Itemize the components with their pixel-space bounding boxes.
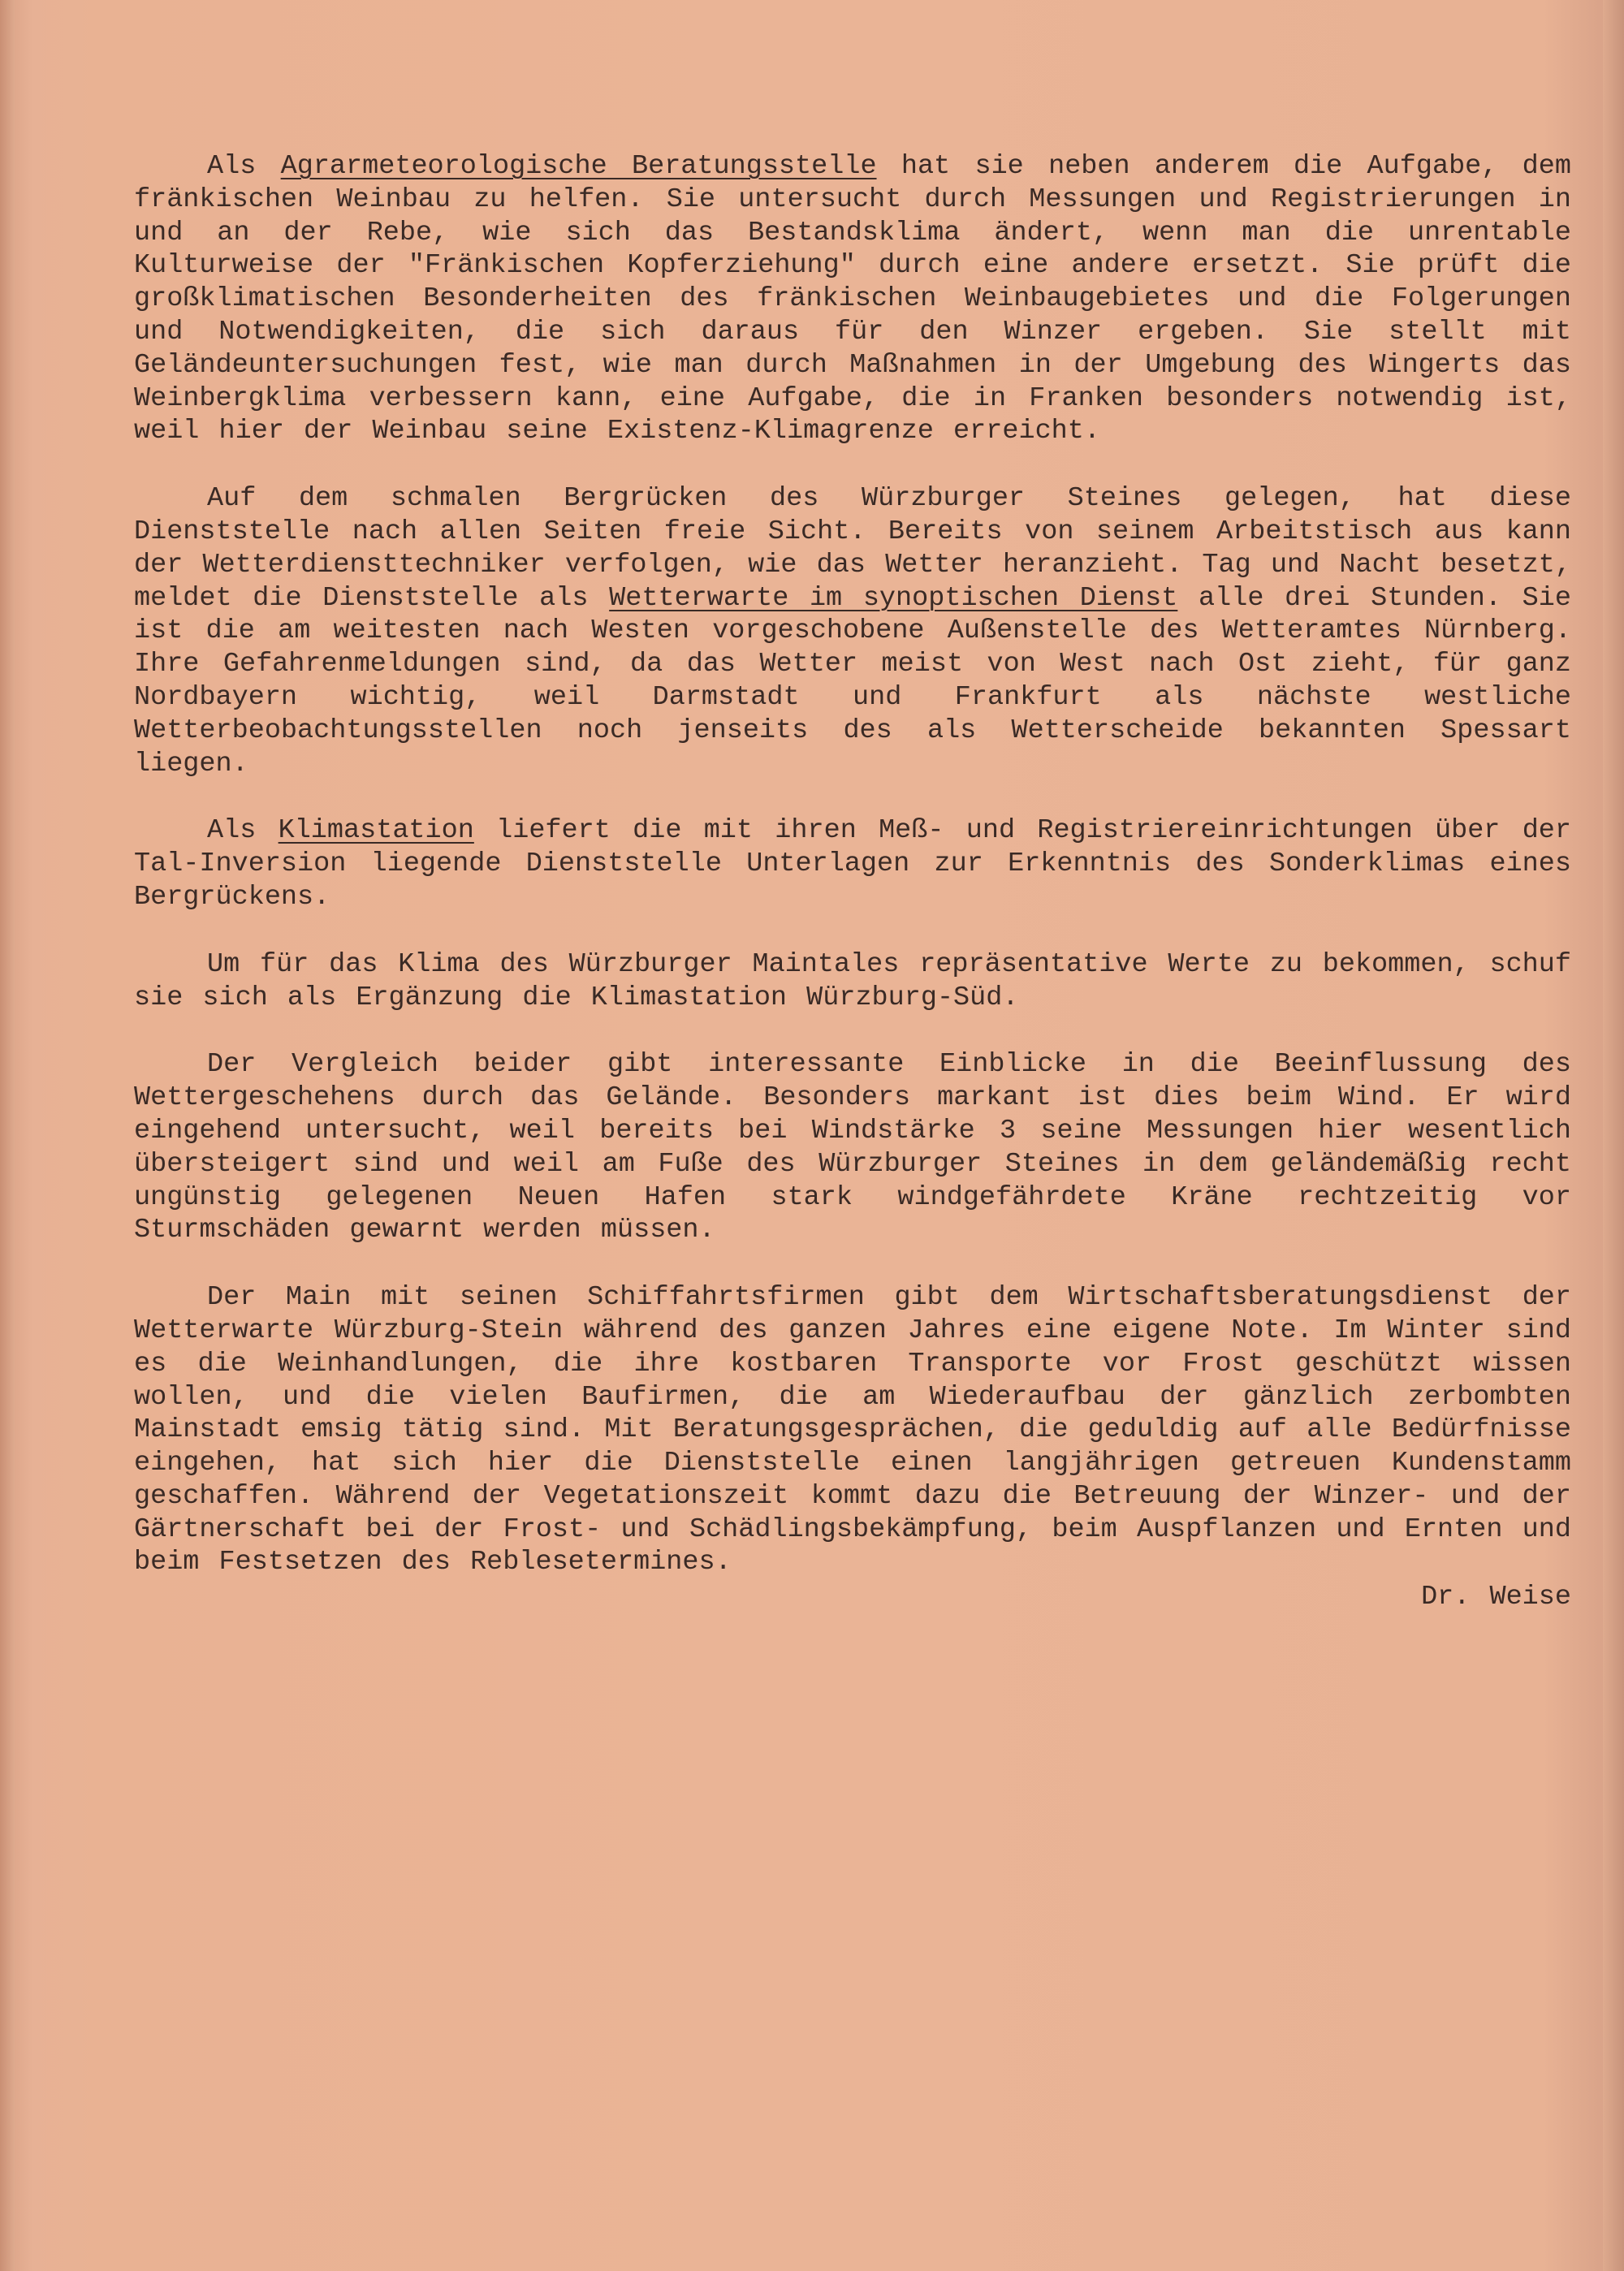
paragraph-text: hat sie neben anderem die Aufgabe, dem fränkischen Weinbau zu helfen. Sie untersucht durch Messungen und Registrierungen in und an der Rebe, wie sich das Bestandsklima ändert, wenn man die unrentable Kulturweise der "Fränkischen Kopferziehung" durch eine andere ersetzt. Sie prüft die großklimatischen Besonderheiten des fränkischen Weinbaugebietes und die Folgerungen und Notwendigkeiten, die sich daraus für den Winzer ergeben. Sie stellt mit Geländeuntersuchungen fest, wie man durch Maßnahmen in der Umgebung des Wingerts das Weinbergklima verbessern kann, eine Aufgabe, die in Franken besonders notwendig ist, weil hier der Weinbau seine Existenz-Klimagrenze erreicht. (134, 151, 1571, 447)
underlined-term: Agrarmeteorologische Beratungsstelle (280, 151, 877, 182)
paragraph-text: alle drei Stunden. Sie ist die am weitesten nach Westen vorgeschobene Außenstelle des Wetteramtes Nürnberg. Ihre Gefahrenmeldungen sind, da das Wetter meist von West nach Ost zieht, für ganz Nordbayern wichtig, weil Darmstadt und Frankfurt als nächste westliche Wetterbeobachtungsstellen noch jenseits des als Wetterscheide bekannten Spessart liegen. (134, 582, 1571, 779)
paragraph (134, 948, 1571, 1015)
paragraph (134, 1281, 1571, 1579)
paragraph-text: liefert die mit ihren Meß- und Registriereinrichtungen über der Tal-Inversion liegende Dienststelle Unterlagen zur Erkenntnis des Sonderklimas eines Bergrückens. (134, 815, 1571, 913)
paragraph-text: Um für das Klima des Würzburger Maintales repräsentative Werte zu bekommen, schuf sie sich als Ergänzung die Klimastation Würzburg-Süd. (134, 948, 1571, 1013)
paragraph (134, 814, 1571, 913)
paragraph-text: Als (207, 815, 279, 847)
paragraph-text: Der Main mit seinen Schiffahrtsfirmen gibt dem Wirtschaftsberatungsdienst der Wetterwarte Würzburg-Stein während des ganzen Jahres eine eigene Note. Im Winter sind es die Weinhandlungen, die ihre kostbaren Transporte vor Frost geschützt wissen wollen, und die vielen Baufirmen, die am Wiederaufbau der gänzlich zerbombten Mainstadt emsig tätig sind. Mit Beratungsgesprächen, die geduldig auf alle Bedürfnisse eingehen, hat sich hier die Dienststelle einen langjährigen getreuen Kundenstamm geschaffen. Während der Vegetationszeit kommt dazu die Betreuung der Winzer- und der Gärtnerschaft bei der Frost- und Schädlingsbekämpfung, beim Auspflanzen und Ernten und beim Festsetzen des Reblesetermines. (134, 1282, 1571, 1578)
typewritten-text (134, 150, 1571, 1648)
paragraph (134, 482, 1571, 780)
paper-right-edge (1603, 0, 1624, 2271)
paragraph (134, 1048, 1571, 1247)
paragraph-text: Der Vergleich beider gibt interessante Einblicke in die Beeinflussung des Wettergeschehens durch das Gelände. Besonders markant ist dies beim Wind. Er wird eingehend untersucht, weil bereits bei Windstärke 3 seine Messungen hier wesentlich übersteigert sind und weil am Fuße des Würzburger Steines in dem geländemäßig recht ungünstig gelegenen Neuen Hafen stark windgefährdete Kräne rechtzeitig vor Sturmschäden gewarnt werden müssen. (134, 1049, 1571, 1246)
signature: Dr. Weise (1421, 1582, 1571, 1613)
paper-left-edge (0, 0, 15, 2271)
paragraph-text: Auf dem schmalen Bergrücken des Würzburger Steines gelegen, hat diese Dienststelle nach allen Seiten freie Sicht. Bereits von seinem Arbeitstisch aus kann der Wetterdiensttechniker verfolgen, wie das Wetter heranzieht. Tag und Nacht besetzt, meldet die Dienststelle als (134, 483, 1571, 614)
paragraph-text: Als (207, 151, 281, 182)
underlined-term: Klimastation (278, 815, 474, 847)
paragraph (134, 150, 1571, 448)
underlined-term: Wetterwarte im synoptischen Dienst (609, 582, 1178, 614)
